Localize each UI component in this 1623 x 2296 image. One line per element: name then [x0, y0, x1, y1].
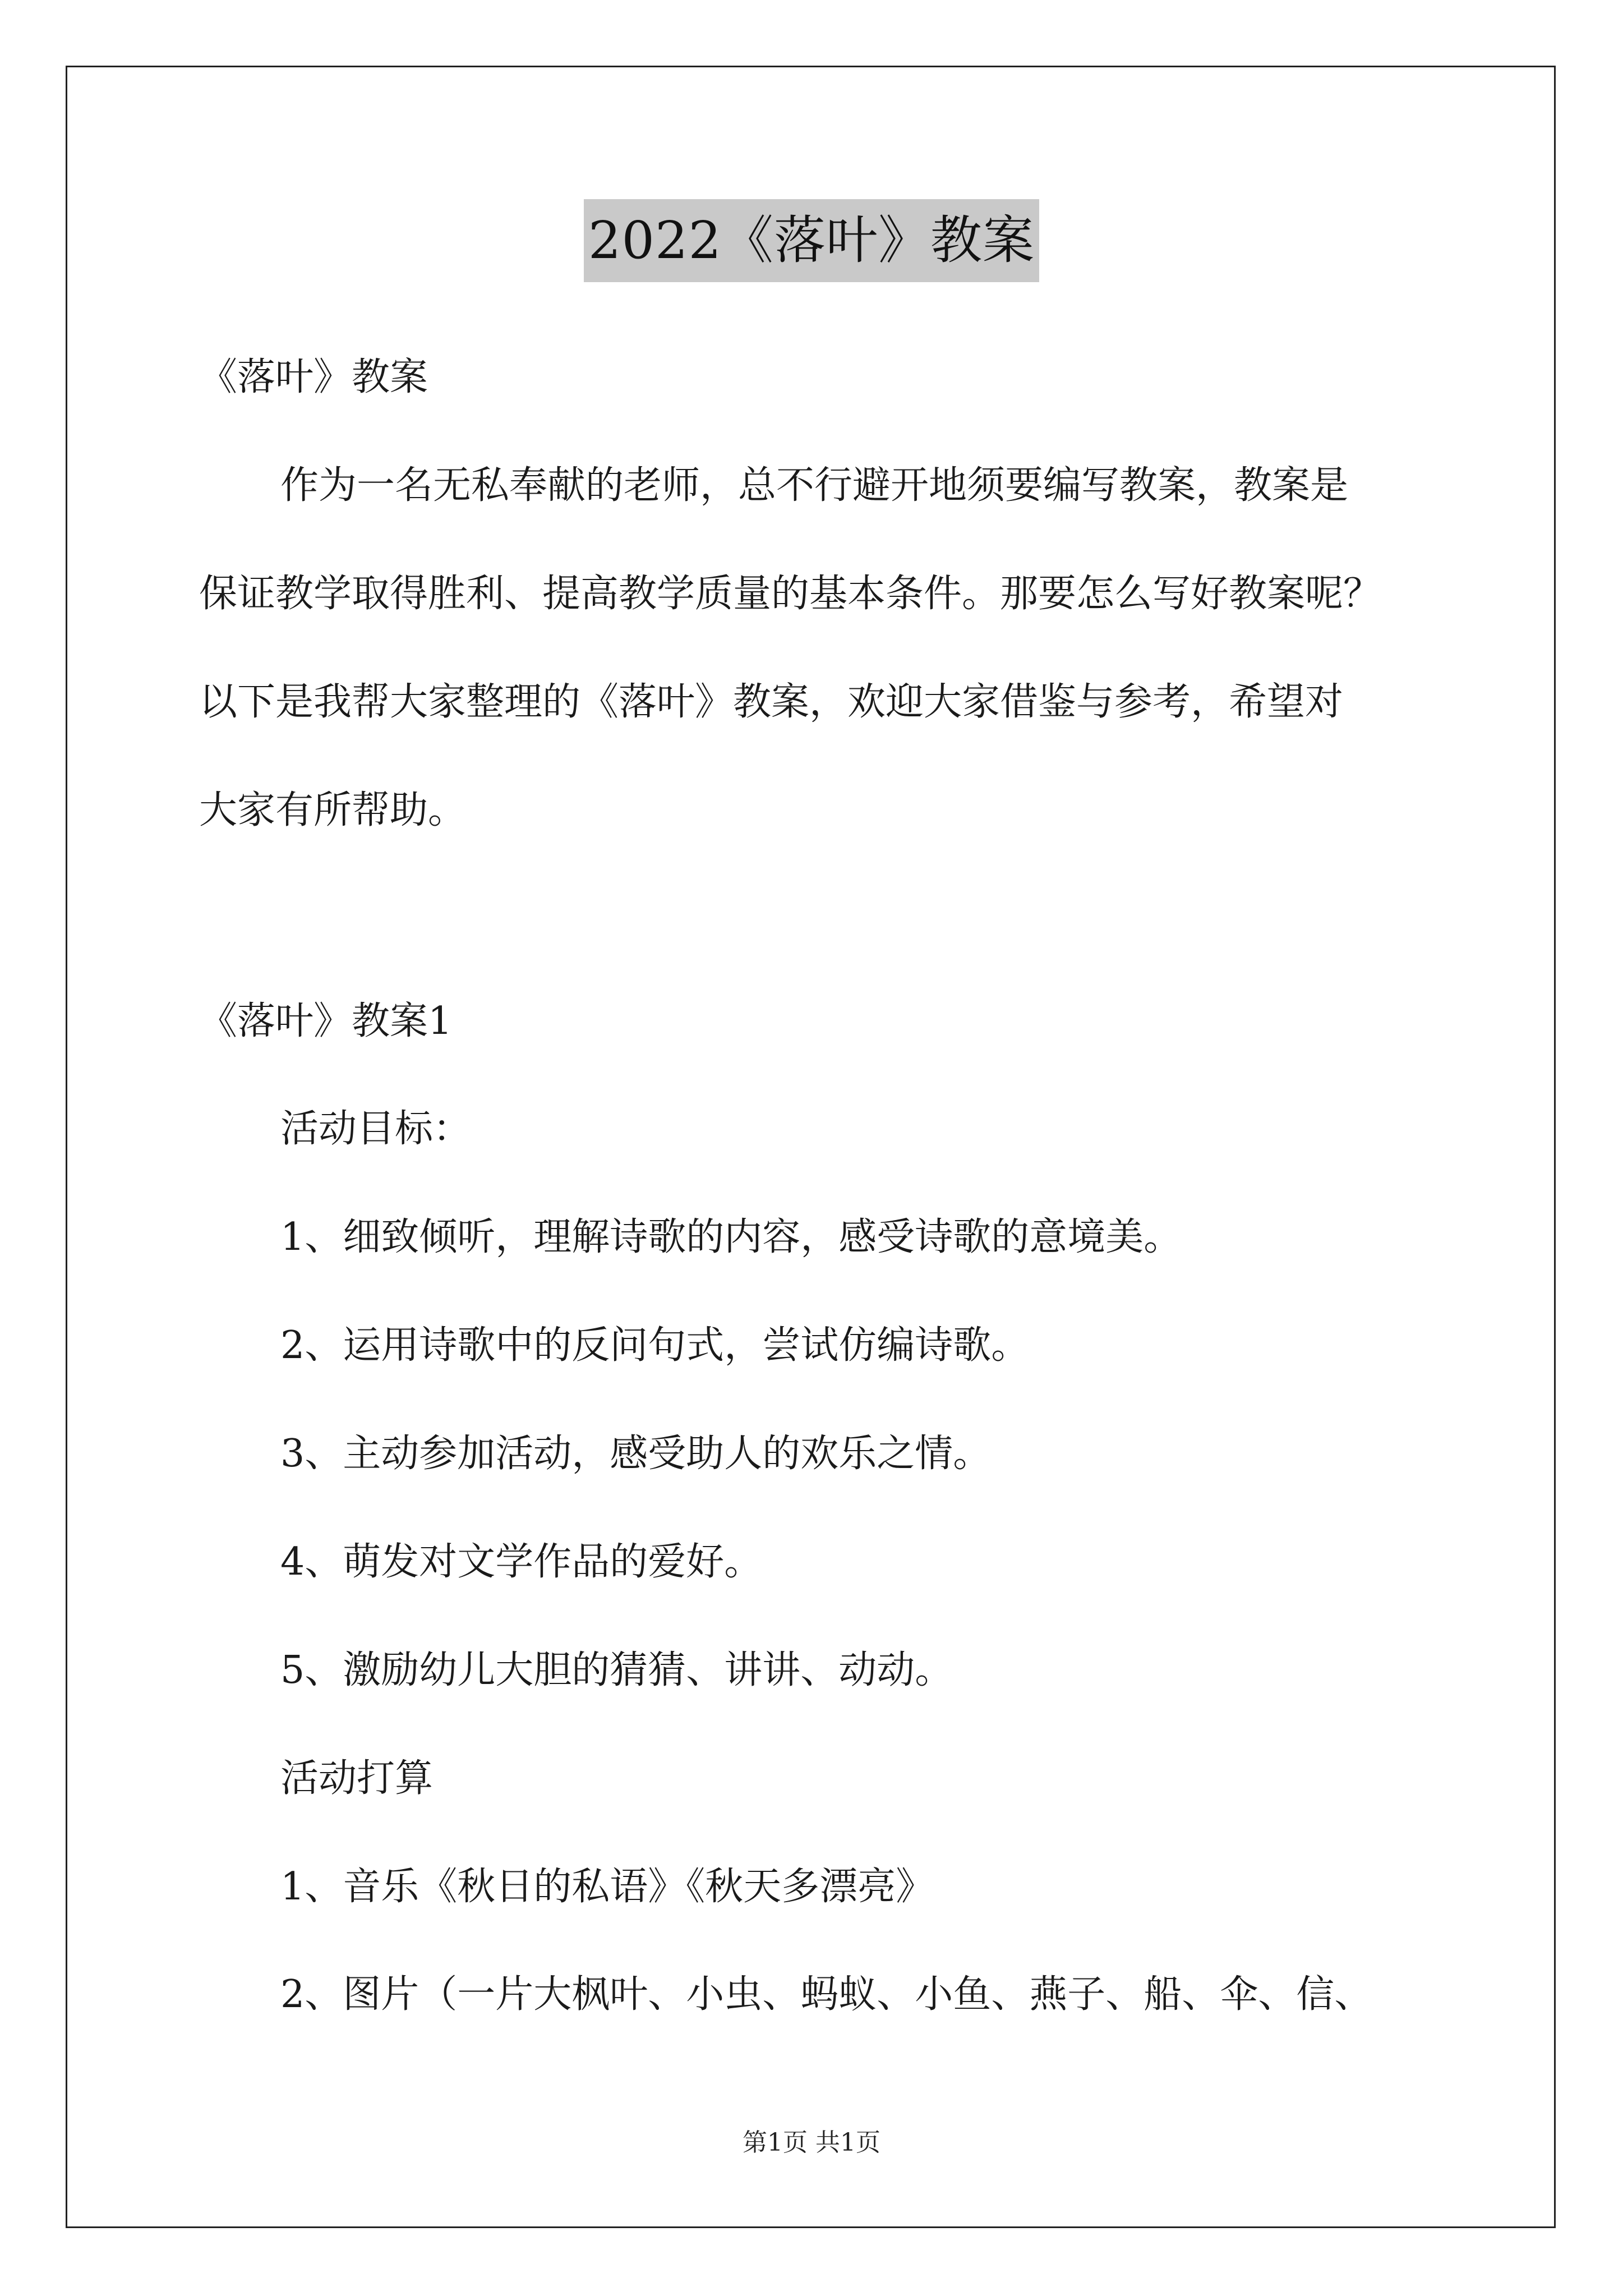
intro-line-3: 以下是我帮大家整理的《落叶》教案，欢迎大家借鉴与参考，希望对: [199, 680, 1344, 724]
goal-item-3: 3、主动参加活动，感受助人的欢乐之情。: [280, 1432, 992, 1476]
intro-line-2: 保证教学取得胜利、提高教学质量的基本条件。那要怎么写好教案呢？: [199, 572, 1382, 616]
goals-heading: 活动目标：: [280, 1107, 472, 1151]
intro-line-4: 大家有所帮助。: [199, 788, 467, 832]
intro-line-1: 作为一名无私奉献的老师，总不行避开地须要编写教案，教案是: [280, 463, 1349, 508]
title-container: [0, 199, 1623, 282]
prep-item-1: 1、音乐《秋日的私语》《秋天多漂亮》: [280, 1865, 934, 1909]
document-title: 2022《落叶》教案: [584, 199, 1039, 282]
prep-heading: 活动打算: [280, 1756, 434, 1801]
goal-item-5: 5、激励幼儿大胆的猜猜、讲讲、动动。: [280, 1648, 953, 1692]
document-subtitle: 《落叶》教案: [199, 355, 428, 399]
prep-item-2: 2、图片（一片大枫叶、小虫、蚂蚁、小鱼、燕子、船、伞、信、: [280, 1972, 1373, 2017]
page-footer: 第1页 共1页: [743, 2128, 880, 2157]
goal-item-1: 1、细致倾听，理解诗歌的内容，感受诗歌的意境美。: [280, 1215, 1182, 1259]
goal-item-4: 4、萌发对文学作品的爱好。: [280, 1540, 763, 1584]
section-heading: 《落叶》教案1: [199, 999, 453, 1043]
goal-item-2: 2、运用诗歌中的反问句式，尝试仿编诗歌。: [280, 1323, 1030, 1368]
